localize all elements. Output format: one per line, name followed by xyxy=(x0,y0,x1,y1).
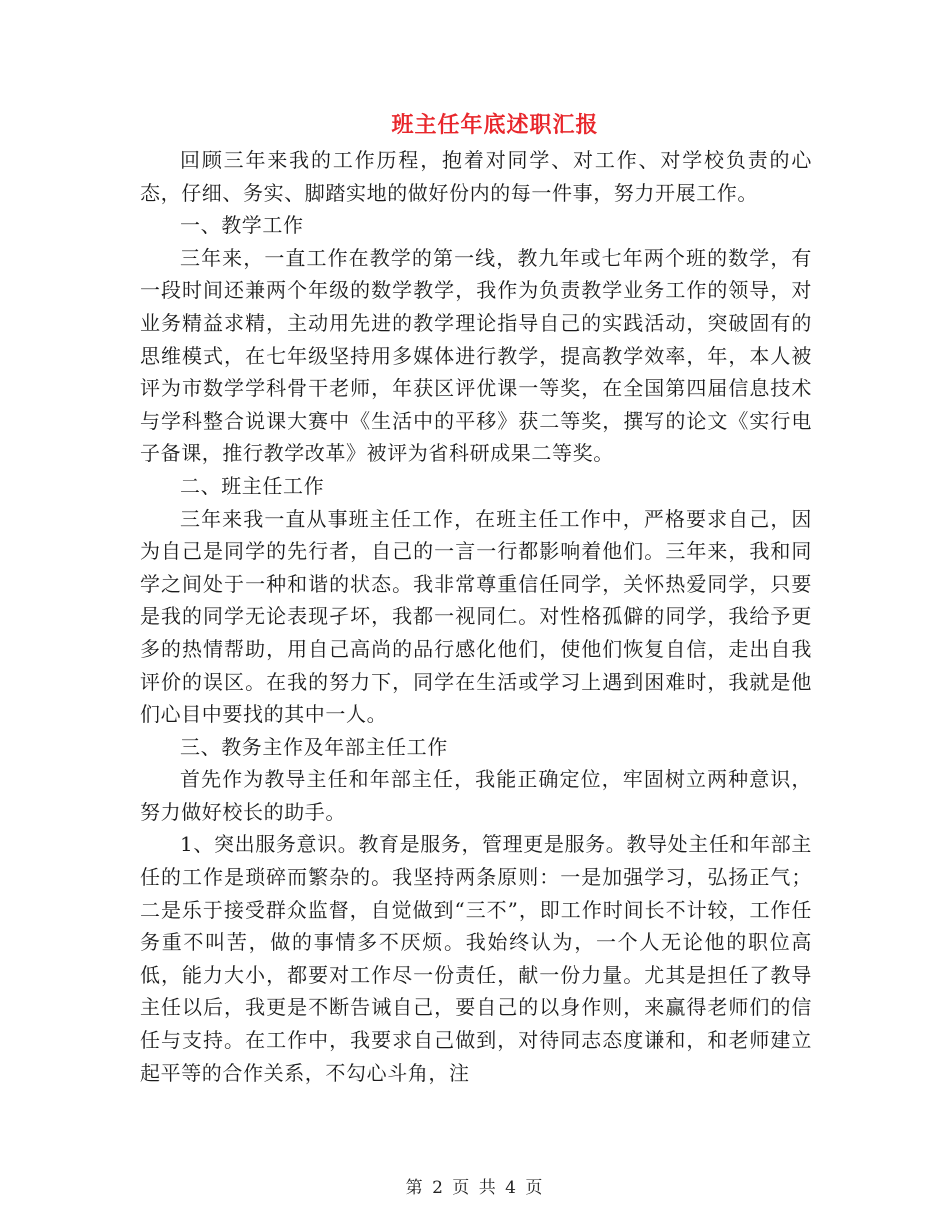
document-body xyxy=(140,144,812,1089)
document-title: 班主任年底述职汇报 xyxy=(391,112,599,138)
paragraph-teaching: 三年来，一直工作在教学的第一线，教九年或七年两个班的数学，有一段时间还兼两个年级的数学教学，我作为负责教学业务工作的领导，对业务精益求精，主动用先进的教学理论指导自己的实践活动，突破固有的思维模式，在七年级坚持用多媒体进行教学，提高教学效率，年，本人被评为市数学学科骨干老师，年获区评优课一等奖，在全国第四届信息技术与学科整合说课大赛中《生活中的平移》获二等奖，撰写的论文《实行电子备课，推行教学改革》被评为省科研成果二等奖。 xyxy=(140,245,812,466)
paragraph-academic-affairs-intro: 首先作为教导主任和年部主任，我能正确定位，牢固树立两种意识，努力做好校长的助手。 xyxy=(140,767,812,824)
paragraph-intro: 回顾三年来我的工作历程，抱着对同学、对工作、对学校负责的心态，仔细、务实、脚踏实地的做好份内的每一件事，努力开展工作。 xyxy=(140,148,812,205)
paragraph-service-awareness: 1、突出服务意识。教育是服务，管理更是服务。教导处主任和年部主任的工作是琐碎而繁杂的。我坚持两条原则：一是加强学习，弘扬正气；二是乐于接受群众监督，自觉做到“三不”，即工作时间长不计较，工作任务重不叫苦，做的事情多不厌烦。我始终认为，一个人无论他的职位高低，能力大小，都要对工作尽一份责任，献一份力量。尤其是担任了教导主任以后，我更是不断告诫自己，要自己的以身作则，来赢得老师们的信任与支持。在工作中，我要求自己做到，对待同志态度谦和，和老师建立起平等的合作关系，不勾心斗角，注 xyxy=(140,832,812,1085)
section-heading-academic-affairs: 三、教务主作及年部主任工作 xyxy=(180,734,448,759)
page-number-footer: 第 2 页 共 4 页 xyxy=(405,1178,545,1198)
section-heading-teaching: 一、教学工作 xyxy=(180,213,304,238)
paragraph-head-teacher: 三年来我一直从事班主任工作，在班主任工作中，严格要求自己，因为自己是同学的先行者，自己的一言一行都影响着他们。三年来，我和同学之间处于一种和谐的状态。我非常尊重信任同学，关怀热爱同学，只要是我的同学无论表现孑坏，我都一视同仁。对性格孤僻的同学，我给予更多的热情帮助，用自己高尚的品行感化他们，使他们恢复自信，走出自我评价的误区。在我的努力下，同学在生活或学习上遇到困难时，我就是他们心目中要找的其中一人。 xyxy=(140,506,812,727)
section-heading-head-teacher: 二、班主任工作 xyxy=(180,473,325,498)
